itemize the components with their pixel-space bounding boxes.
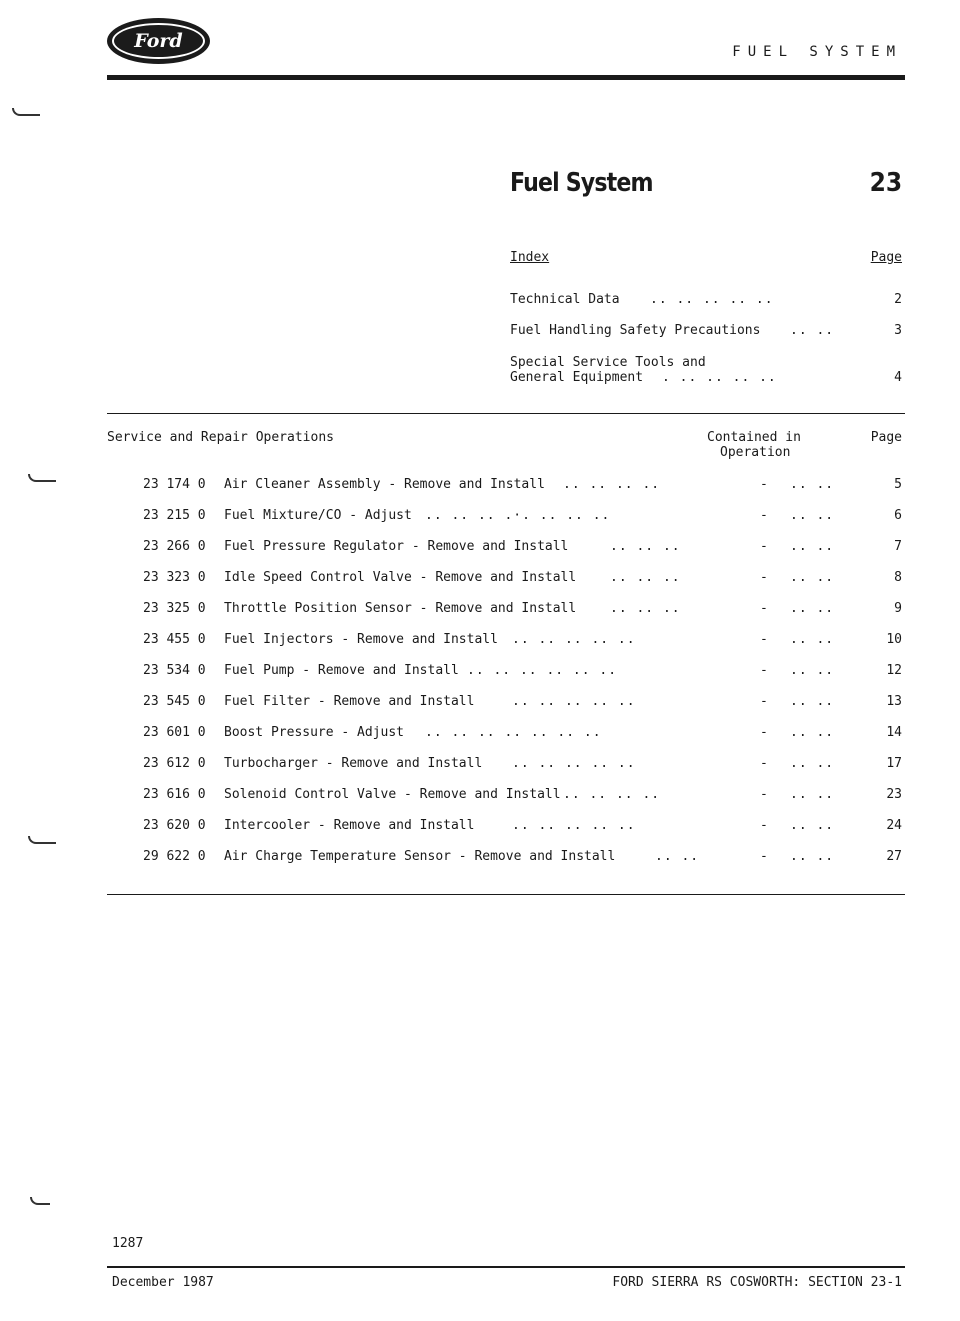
operation-code: 23 616 0 [143,787,206,802]
operation-page: 14 [886,725,902,740]
row-leader: .. .. .. [610,601,681,616]
row-dash: - [760,849,768,864]
operation-page: 24 [886,818,902,833]
row-dash: - [760,601,768,616]
operation-description: Fuel Injectors - Remove and Install [224,632,498,647]
row-dash: - [760,632,768,647]
header-rule [107,75,905,80]
row-dash: - [760,787,768,802]
row-dash: - [760,508,768,523]
operation-page: 10 [886,632,902,647]
footer-date: December 1987 [112,1275,214,1290]
row-dash: - [760,725,768,740]
index-entry-leader: .. .. .. .. .. [650,292,774,307]
operation-page: 5 [894,477,902,492]
margin-tick [12,108,40,116]
operation-page: 8 [894,570,902,585]
running-head: FUEL SYSTEM [732,44,902,60]
row-leader-tail: .. .. [790,539,835,554]
row-leader-tail: .. .. [790,663,835,678]
index-entry-leader: .. .. [790,323,835,338]
operation-description: Fuel Mixture/CO - Adjust [224,508,412,523]
margin-tick [28,836,56,844]
operation-code: 23 534 0 [143,663,206,678]
operation-description: Air Charge Temperature Sensor - Remove and Install [224,849,616,864]
page-title: Fuel System [510,168,653,198]
operation-code: 23 266 0 [143,539,206,554]
row-leader: .. .. .. .. [563,787,661,802]
row-leader: .. .. .. .. [563,477,661,492]
operation-page: 9 [894,601,902,616]
index-divider [107,413,905,414]
row-dash: - [760,756,768,771]
table-row [0,632,960,650]
row-leader-tail: .. .. [790,601,835,616]
margin-tick [30,1197,50,1205]
row-leader-tail: .. .. [790,508,835,523]
operation-page: 7 [894,539,902,554]
operation-page: 12 [886,663,902,678]
index-entry-label: General Equipment [510,370,644,385]
row-leader: .. .. .. [610,539,681,554]
operation-description: Solenoid Control Valve - Remove and Install [224,787,561,802]
row-dash: - [760,694,768,709]
operation-description: Idle Speed Control Valve - Remove and Install [224,570,577,585]
operation-page: 6 [894,508,902,523]
operation-code: 23 323 0 [143,570,206,585]
table-row [0,570,960,588]
operation-description: Boost Pressure - Adjust [224,725,405,740]
index-entry-leader: . .. .. .. .. [662,370,777,385]
table-row [0,663,960,681]
operation-code: 23 174 0 [143,477,206,492]
operation-code: 23 325 0 [143,601,206,616]
operation-page: 13 [886,694,902,709]
table-row [0,756,960,774]
operation-page: 23 [886,787,902,802]
index-entry-label: Fuel Handling Safety Precautions [510,323,761,338]
row-leader-tail: .. .. [790,818,835,833]
row-leader-tail: .. .. [790,787,835,802]
operation-description: Fuel Pump - Remove and Install [224,663,459,678]
operation-description: Air Cleaner Assembly - Remove and Install [224,477,545,492]
row-leader: .. .. .. .. .. [512,818,636,833]
row-leader-tail: .. .. [790,849,835,864]
index-entry-label: Technical Data [510,292,620,307]
operation-description: Fuel Filter - Remove and Install [224,694,475,709]
table-row [0,787,960,805]
footer-reference: FORD SIERRA RS COSWORTH: SECTION 23-1 [612,1275,902,1290]
row-dash: - [760,570,768,585]
row-dash: - [760,818,768,833]
row-leader-tail: .. .. [790,694,835,709]
row-leader: .. .. .. .. .. [512,694,636,709]
row-dash: - [760,539,768,554]
row-leader: .. .. .. .. .. .. [467,663,618,678]
ford-logo-oval [112,23,205,59]
operation-code: 23 545 0 [143,694,206,709]
operation-description: Turbocharger - Remove and Install [224,756,483,771]
operation-page: 17 [886,756,902,771]
ford-logo [107,18,210,64]
operations-page-heading: Page [870,430,902,445]
index-entry-page: 4 [894,370,902,385]
operations-divider [107,894,905,895]
table-row [0,477,960,495]
row-leader-tail: .. .. [790,570,835,585]
row-leader: .. .. .. .. .. .. .. [425,725,602,740]
row-leader: .. .. [655,849,700,864]
row-leader-tail: .. .. [790,725,835,740]
table-row [0,601,960,619]
operation-heading: Operation [720,445,791,460]
operation-page: 27 [886,849,902,864]
operations-heading: Service and Repair Operations [107,430,334,445]
row-leader-tail: .. .. [790,477,835,492]
table-row [0,849,960,867]
row-leader-tail: .. .. [790,632,835,647]
index-entry-label-line1: Special Service Tools and [510,355,706,370]
index-page-heading: Page [870,250,902,265]
ford-logo-text: Ford [134,30,183,52]
contained-in-heading: Contained in [707,430,801,445]
index-entry-page: 2 [894,292,902,307]
operation-code: 23 612 0 [143,756,206,771]
operation-description: Throttle Position Sensor - Remove and Install [224,601,577,616]
table-row [0,818,960,836]
table-row [0,694,960,712]
index-entry-page: 3 [894,323,902,338]
row-leader: .. .. .. .. .. [512,632,636,647]
operation-description: Fuel Pressure Regulator - Remove and Install [224,539,569,554]
table-row [0,539,960,557]
table-row [0,508,960,526]
index-heading: Index [510,250,550,265]
row-dash: - [760,663,768,678]
page-code: 1287 [112,1236,144,1251]
row-leader: .. .. .. .. .. [512,756,636,771]
operation-code: 29 622 0 [143,849,206,864]
operation-code: 23 455 0 [143,632,206,647]
row-leader-tail: .. .. [790,756,835,771]
operation-code: 23 601 0 [143,725,206,740]
row-leader: .. .. .. [610,570,681,585]
operation-code: 23 620 0 [143,818,206,833]
row-leader: .. .. .. .·. .. .. .. [425,508,611,523]
row-dash: - [760,477,768,492]
table-row [0,725,960,743]
operation-code: 23 215 0 [143,508,206,523]
section-number: 23 [869,168,902,198]
operation-description: Intercooler - Remove and Install [224,818,475,833]
footer-rule [107,1266,905,1268]
